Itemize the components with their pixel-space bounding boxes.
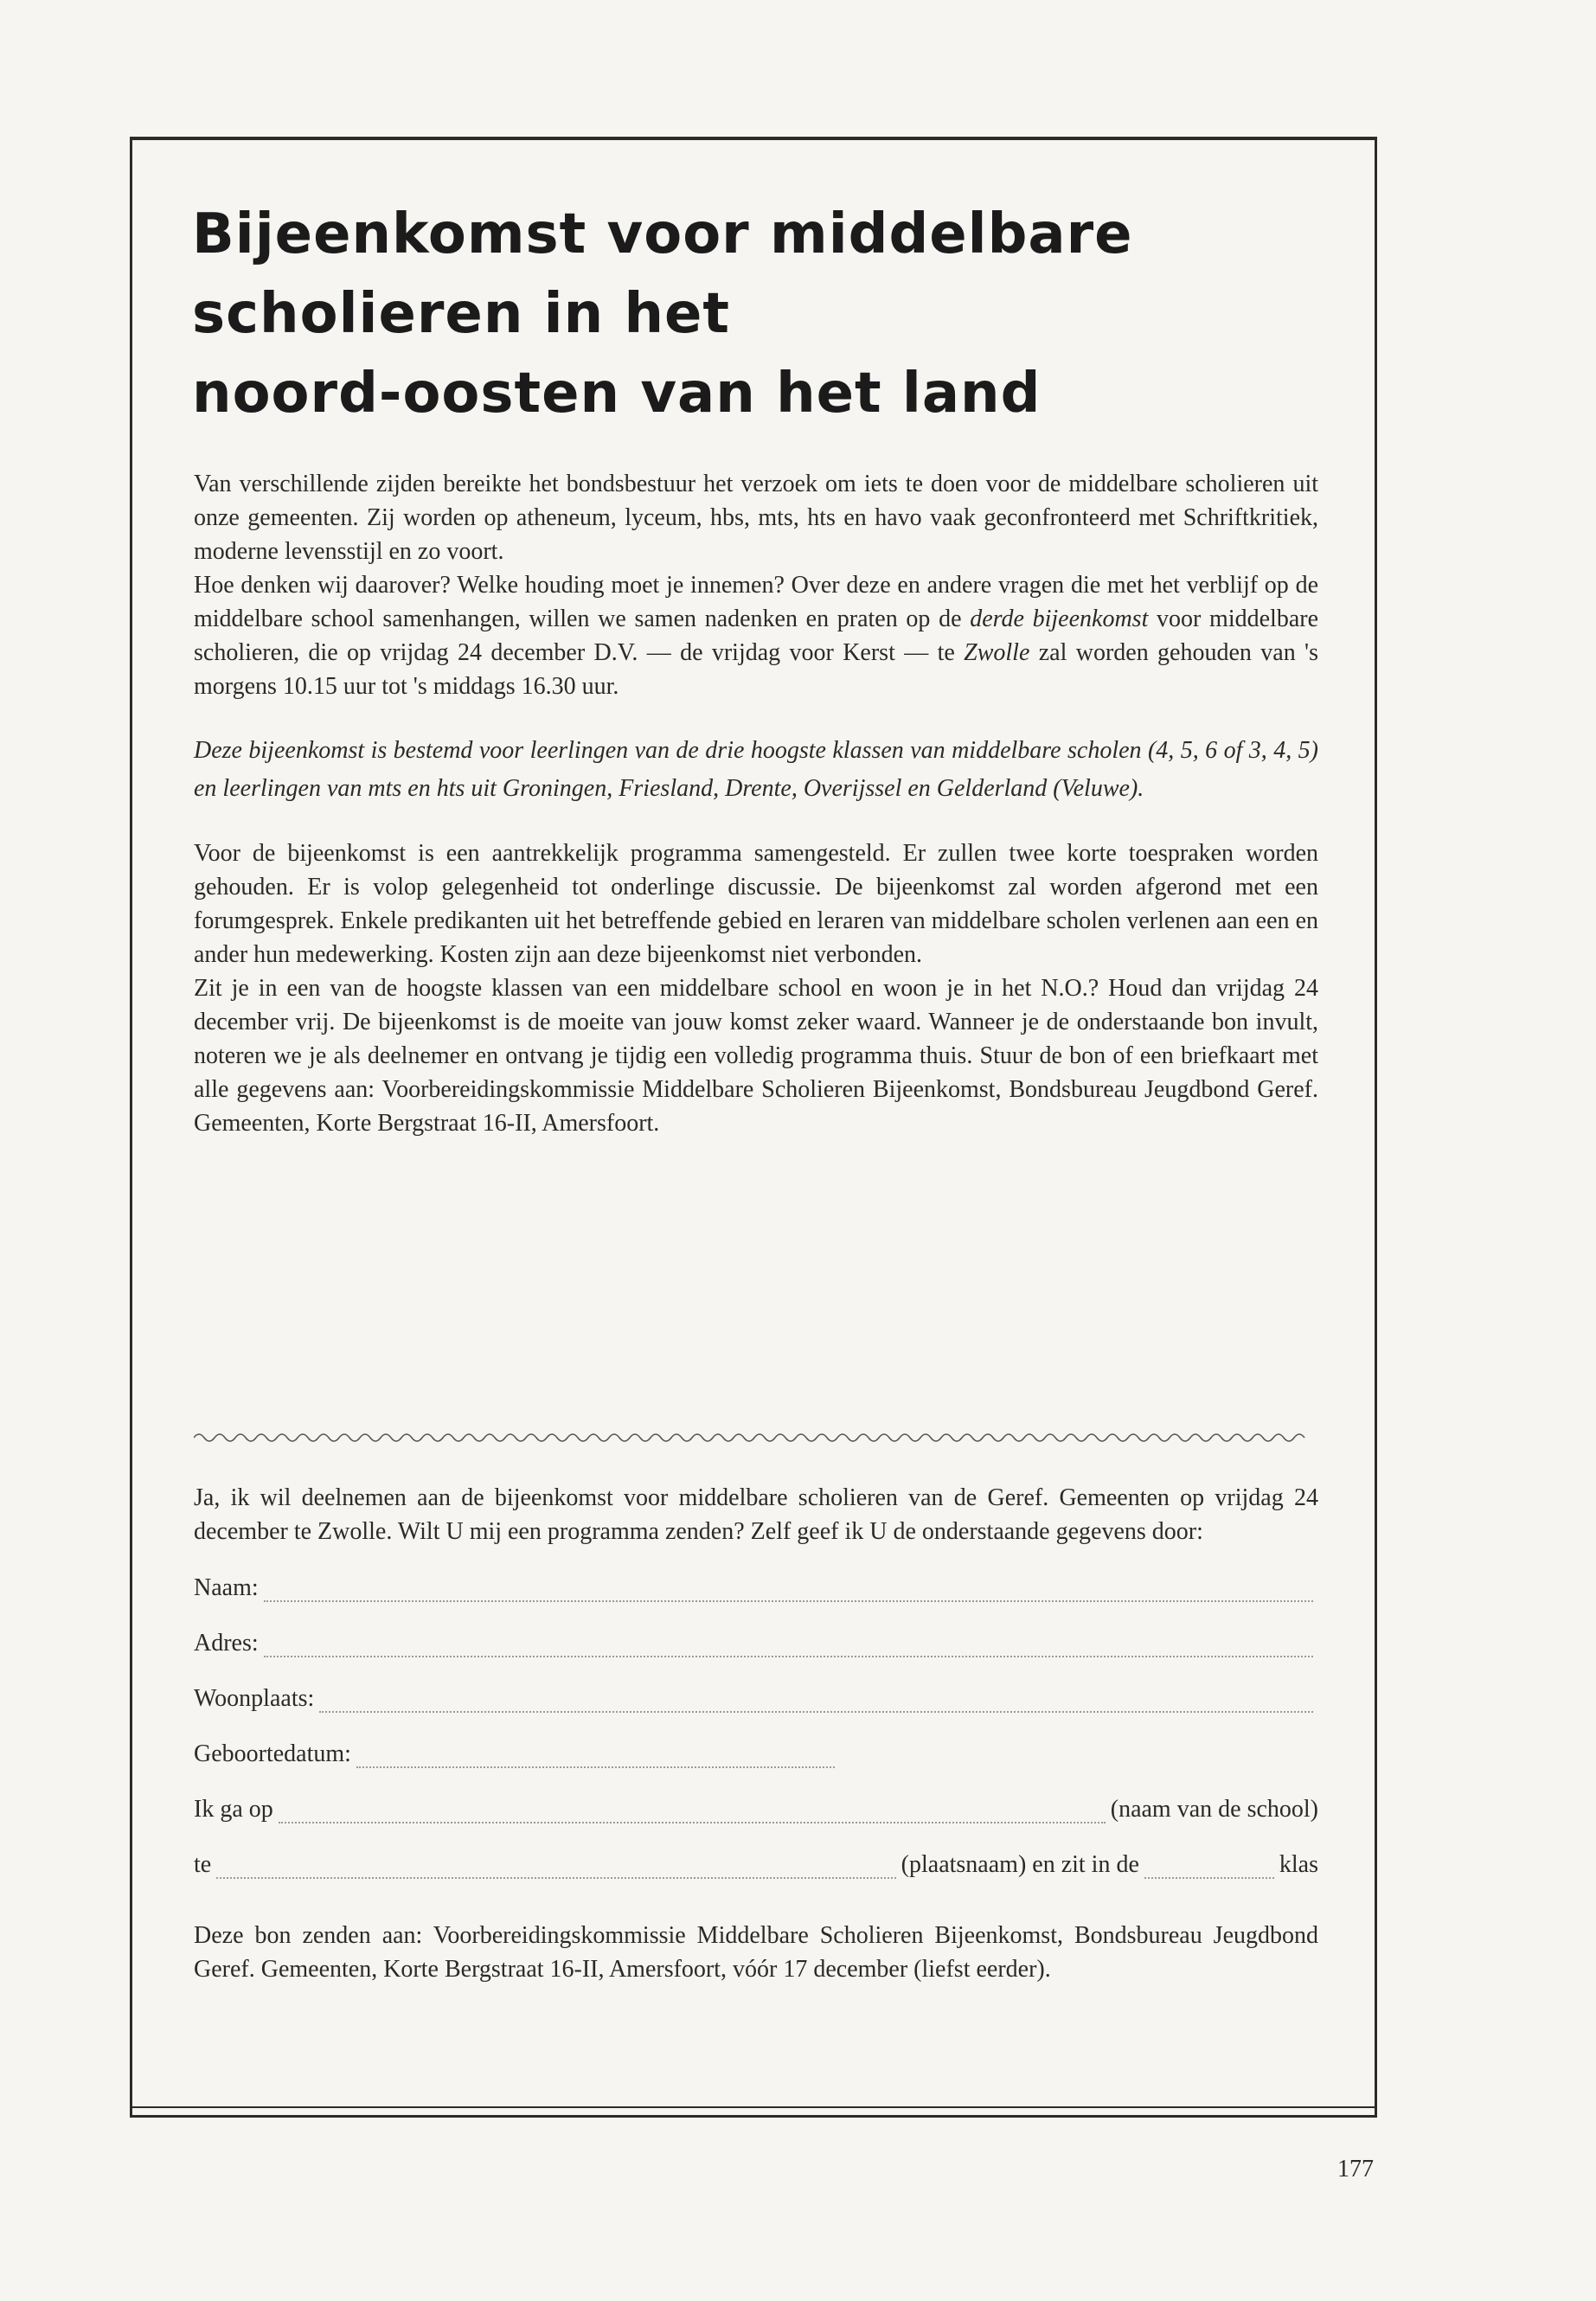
field-adres — [194, 1616, 1318, 1671]
paragraph-questions: Hoe denken wij daarover? Welke houding moet je innemen? Over deze en andere vragen die met het verblijf op de middelbare school samenhangen, willen we samen nadenken en praten op de derde bijeenkomst voor middelbare scholieren, die op vrijdag 24 december D.V. — de vrijdag voor Kerst — te Zwolle zal worden gehouden van 's morgens 10.15 uur tot 's middags 16.30 uur. — [194, 572, 1318, 700]
registration-form — [194, 1481, 1318, 1986]
naam-input-line[interactable] — [264, 1585, 1313, 1602]
paragraph-intro: Van verschillende zijden bereikte het bondsbestuur het verzoek om iets te doen voor de middelbare scholieren uit onze gemeenten. Zij worden op atheneum, lyceum, hbs, mts, hts en havo vaak geconfronteerd met Schriftkritiek, moderne levensstijl en zo voort. — [194, 471, 1318, 565]
school-input-line[interactable] — [279, 1806, 1106, 1823]
paragraph-program: Voor de bijeenkomst is een aantrekkelijk programma samengesteld. Er zullen twee korte toespraken worden gehouden. Er is volop gelegenheid tot onderlinge discussie. De bijeenkomst zal worden afgerond met een forumgesprek. Enkele predikanten uit het betreffende gebied en leraren van middelbare scholen verlenen aan een en ander hun medewerking. Kosten zijn aan deze bijeenkomst niet verbonden. — [194, 840, 1318, 968]
title-line-2: scholieren in het — [192, 282, 730, 346]
label-woonplaats: Woonplaats: — [194, 1685, 315, 1712]
label-geboortedatum: Geboortedatum: — [194, 1740, 351, 1767]
label-naam: Naam: — [194, 1574, 259, 1601]
label-naam-school: (naam van de school) — [1110, 1796, 1318, 1823]
article-body — [194, 467, 1318, 1140]
paragraph-audience: Deze bijeenkomst is bestemd voor leerlingen van de drie hoogste klassen van middelbare scholen (4, 5, 6 of 3, 4, 5) en leerlingen van mts en hts uit Groningen, Friesland, Drente, Overijssel en Gelderland (Veluwe). — [194, 737, 1318, 802]
adres-input-line[interactable] — [264, 1640, 1313, 1657]
page-number: 177 — [1337, 2156, 1374, 2182]
label-te: te — [194, 1851, 212, 1878]
label-klas: klas — [1279, 1851, 1318, 1878]
label-plaatsnaam: (plaatsnaam) en zit in de — [901, 1851, 1139, 1878]
label-adres: Adres: — [194, 1630, 259, 1657]
geboortedatum-input-line[interactable] — [356, 1751, 835, 1768]
field-plaats-klas — [194, 1837, 1318, 1893]
label-ik-ga-op: Ik ga op — [194, 1796, 273, 1823]
klas-input-line[interactable] — [1144, 1862, 1274, 1879]
form-intro: Ja, ik wil deelnemen aan de bijeenkomst voor middelbare scholieren van de Geref. Gemeenten op vrijdag 24 december te Zwolle. Wilt U mij een programma zenden? Zelf geef ik U de onderstaande gegevens door: — [194, 1484, 1318, 1545]
wavy-divider — [194, 1427, 1318, 1445]
field-geboortedatum — [194, 1727, 1318, 1782]
title-line-3: noord-oosten van het land — [192, 362, 1042, 426]
woonplaats-input-line[interactable] — [319, 1695, 1313, 1713]
article-title — [192, 195, 1317, 433]
field-naam — [194, 1561, 1318, 1616]
paragraph-invitation: Zit je in een van de hoogste klassen van een middelbare school en woon je in het N.O.? Houd dan vrijdag 24 december vrij. De bijeenkomst is de moeite van jouw komst zeker waard. Wanneer je de onderstaande bon invult, noteren we je als deelnemer en ontvang je tijdig een volledig programma thuis. Stuur de bon of een briefkaart met alle gegevens aan: Voorbereidingskommissie Middelbare Scholieren Bijeenkomst, Bondsbureau Jeugdbond Geref. Gemeenten, Korte Bergstraat 16-II, Amersfoort. — [194, 975, 1318, 1137]
title-line-1: Bijeenkomst voor middelbare — [192, 202, 1133, 266]
form-closing: Deze bon zenden aan: Voorbereidingskommissie Middelbare Scholieren Bijeenkomst, Bondsbureau Jeugdbond Geref. Gemeenten, Korte Bergstraat 16-II, Amersfoort, vóór 17 december (liefst eerder). — [194, 1922, 1318, 1983]
field-woonplaats — [194, 1671, 1318, 1727]
field-school — [194, 1782, 1318, 1837]
plaatsnaam-input-line[interactable] — [216, 1862, 895, 1879]
